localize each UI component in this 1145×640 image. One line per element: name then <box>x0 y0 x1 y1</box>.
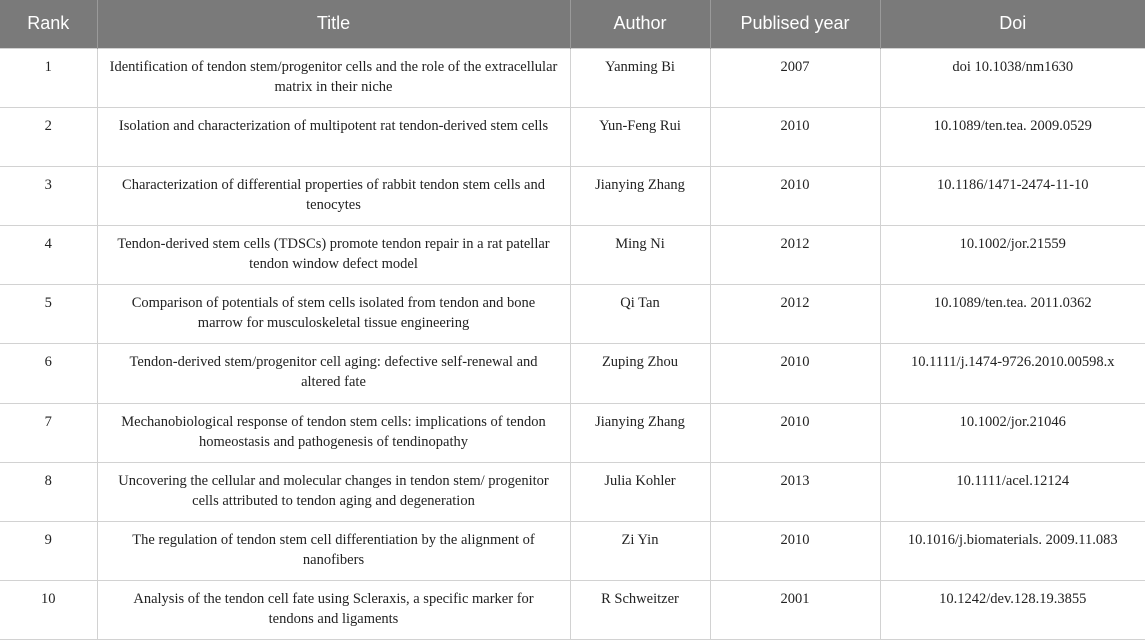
rank-cell: 9 <box>0 522 97 581</box>
year-cell: 2010 <box>710 344 880 403</box>
doi-cell: 10.1016/j.biomaterials. 2009.11.083 <box>880 522 1145 581</box>
year-cell: 2010 <box>710 403 880 462</box>
year-cell: 2012 <box>710 226 880 285</box>
title-cell: Analysis of the tendon cell fate using Scleraxis, a specific marker for tendons and ligaments <box>97 581 570 640</box>
table-row <box>0 522 1145 581</box>
doi-cell: 10.1111/acel.12124 <box>880 462 1145 521</box>
header-rank: Rank <box>0 0 97 48</box>
year-cell: 2012 <box>710 285 880 344</box>
title-cell: The regulation of tendon stem cell differentiation by the alignment of nanofibers <box>97 522 570 581</box>
table-header <box>0 0 1145 48</box>
table-row <box>0 166 1145 225</box>
title-cell: Tendon-derived stem cells (TDSCs) promote tendon repair in a rat patellar tendon window defect model <box>97 226 570 285</box>
table-row <box>0 107 1145 166</box>
table-body <box>0 48 1145 640</box>
author-cell: Julia Kohler <box>570 462 710 521</box>
header-author: Author <box>570 0 710 48</box>
author-cell: Yanming Bi <box>570 48 710 107</box>
author-cell: R Schweitzer <box>570 581 710 640</box>
year-cell: 2007 <box>710 48 880 107</box>
title-cell: Isolation and characterization of multipotent rat tendon-derived stem cells <box>97 107 570 166</box>
doi-cell: 10.1111/j.1474-9726.2010.00598.x <box>880 344 1145 403</box>
table-row <box>0 285 1145 344</box>
rank-cell: 10 <box>0 581 97 640</box>
author-cell: Ming Ni <box>570 226 710 285</box>
year-cell: 2010 <box>710 166 880 225</box>
doi-cell: 10.1089/ten.tea. 2011.0362 <box>880 285 1145 344</box>
title-cell: Tendon-derived stem/progenitor cell aging: defective self-renewal and altered fate <box>97 344 570 403</box>
doi-cell: doi 10.1038/nm1630 <box>880 48 1145 107</box>
rank-cell: 4 <box>0 226 97 285</box>
doi-cell: 10.1186/1471-2474-11-10 <box>880 166 1145 225</box>
author-cell: Zuping Zhou <box>570 344 710 403</box>
rank-cell: 1 <box>0 48 97 107</box>
year-cell: 2001 <box>710 581 880 640</box>
doi-cell: 10.1242/dev.128.19.3855 <box>880 581 1145 640</box>
author-cell: Jianying Zhang <box>570 403 710 462</box>
year-cell: 2013 <box>710 462 880 521</box>
table-row <box>0 581 1145 640</box>
rank-cell: 3 <box>0 166 97 225</box>
title-cell: Characterization of differential properties of rabbit tendon stem cells and tenocytes <box>97 166 570 225</box>
header-row <box>0 0 1145 48</box>
title-cell: Uncovering the cellular and molecular changes in tendon stem/ progenitor cells attributed to tendon aging and degeneration <box>97 462 570 521</box>
rank-cell: 8 <box>0 462 97 521</box>
table-row <box>0 226 1145 285</box>
title-cell: Identification of tendon stem/progenitor cells and the role of the extracellular matrix in their niche <box>97 48 570 107</box>
year-cell: 2010 <box>710 107 880 166</box>
table-row <box>0 48 1145 107</box>
author-cell: Zi Yin <box>570 522 710 581</box>
title-cell: Mechanobiological response of tendon stem cells: implications of tendon homeostasis and pathogenesis of tendinopathy <box>97 403 570 462</box>
rank-cell: 7 <box>0 403 97 462</box>
doi-cell: 10.1002/jor.21046 <box>880 403 1145 462</box>
author-cell: Qi Tan <box>570 285 710 344</box>
rank-cell: 2 <box>0 107 97 166</box>
header-doi: Doi <box>880 0 1145 48</box>
rank-cell: 5 <box>0 285 97 344</box>
author-cell: Yun-Feng Rui <box>570 107 710 166</box>
table-row <box>0 403 1145 462</box>
table-row <box>0 344 1145 403</box>
doi-cell: 10.1089/ten.tea. 2009.0529 <box>880 107 1145 166</box>
header-title: Title <box>97 0 570 48</box>
table-row <box>0 462 1145 521</box>
header-year: Publised year <box>710 0 880 48</box>
title-cell: Comparison of potentials of stem cells isolated from tendon and bone marrow for musculoskeletal tissue engineering <box>97 285 570 344</box>
doi-cell: 10.1002/jor.21559 <box>880 226 1145 285</box>
author-cell: Jianying Zhang <box>570 166 710 225</box>
year-cell: 2010 <box>710 522 880 581</box>
rank-cell: 6 <box>0 344 97 403</box>
